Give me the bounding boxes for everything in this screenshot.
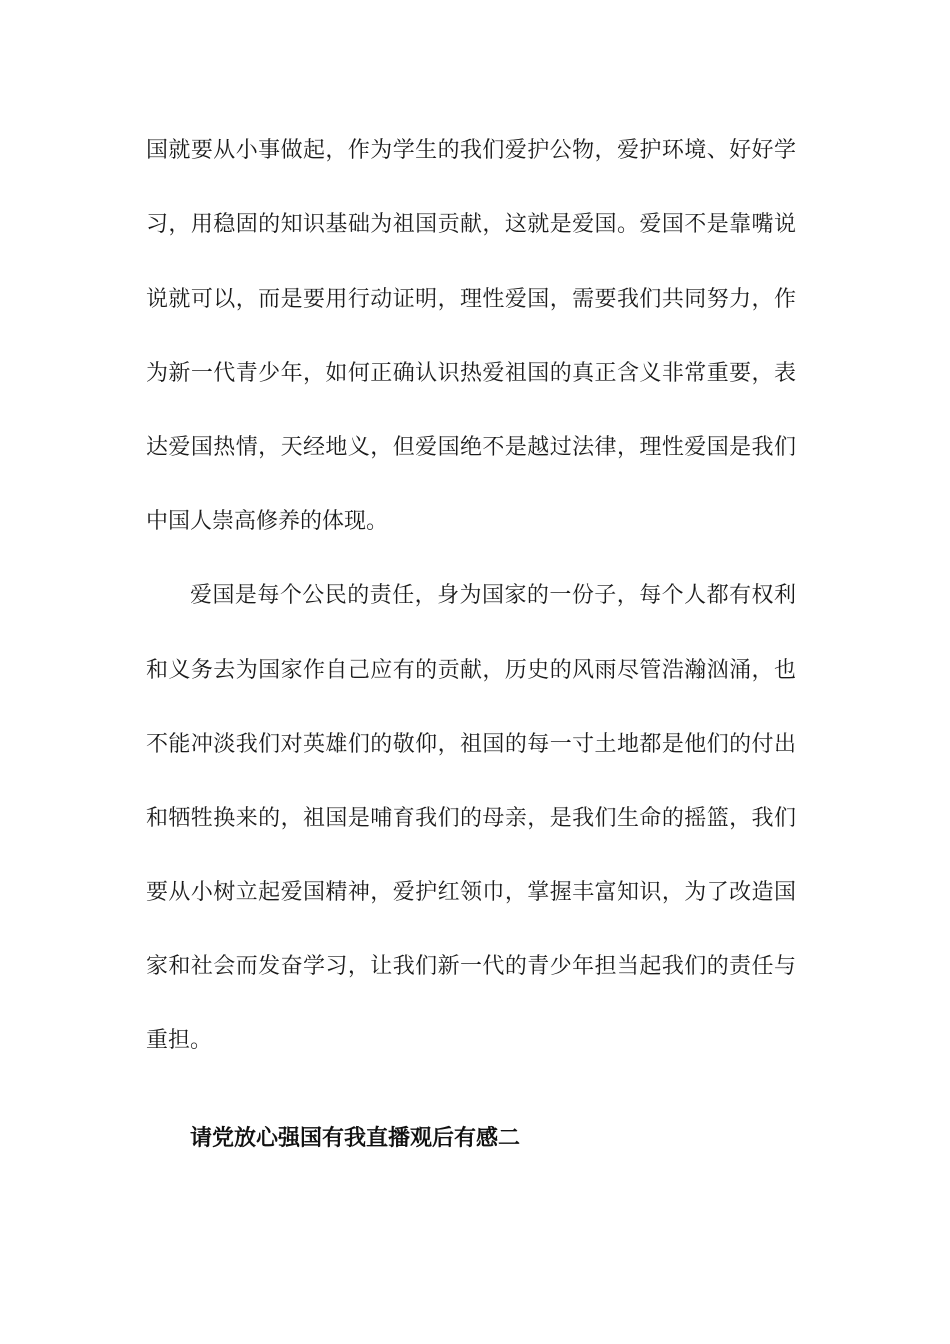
text-line: 爱国是每个公民的责任，身为国家的一份子，每个人都有权利	[190, 583, 796, 608]
text-line: 重担。	[146, 1028, 213, 1053]
text-line: 为新一代青少年，如何正确认识热爱祖国的真正含义非常重要，表	[146, 361, 796, 386]
text-line: 达爱国热情，天经地义，但爱国绝不是越过法律，理性爱国是我们	[146, 435, 796, 460]
text-line: 说就可以，而是要用行动证明，理性爱国，需要我们共同努力，作	[146, 287, 796, 312]
text-line: 中国人崇高修养的体现。	[146, 509, 389, 534]
text-line: 要从小树立起爱国精神，爱护红领巾，掌握丰富知识，为了改造国	[146, 880, 796, 905]
text-line: 习，用稳固的知识基础为祖国贡献，这就是爱国。爱国不是靠嘴说	[146, 212, 796, 237]
text-line: 和义务去为国家作自己应有的贡献，历史的风雨尽管浩瀚汹涌，也	[146, 658, 796, 683]
text-line: 家和社会而发奋学习，让我们新一代的青少年担当起我们的责任与	[146, 954, 796, 979]
text-line: 不能冲淡我们对英雄们的敬仰，祖国的每一寸土地都是他们的付出	[146, 732, 796, 757]
text-line: 国就要从小事做起，作为学生的我们爱护公物，爱护环境、好好学	[146, 138, 796, 163]
section-heading: 请党放心强国有我直播观后有感二	[190, 1126, 521, 1151]
text-line: 和牺牲换来的，祖国是哺育我们的母亲，是我们生命的摇篮，我们	[146, 806, 796, 831]
